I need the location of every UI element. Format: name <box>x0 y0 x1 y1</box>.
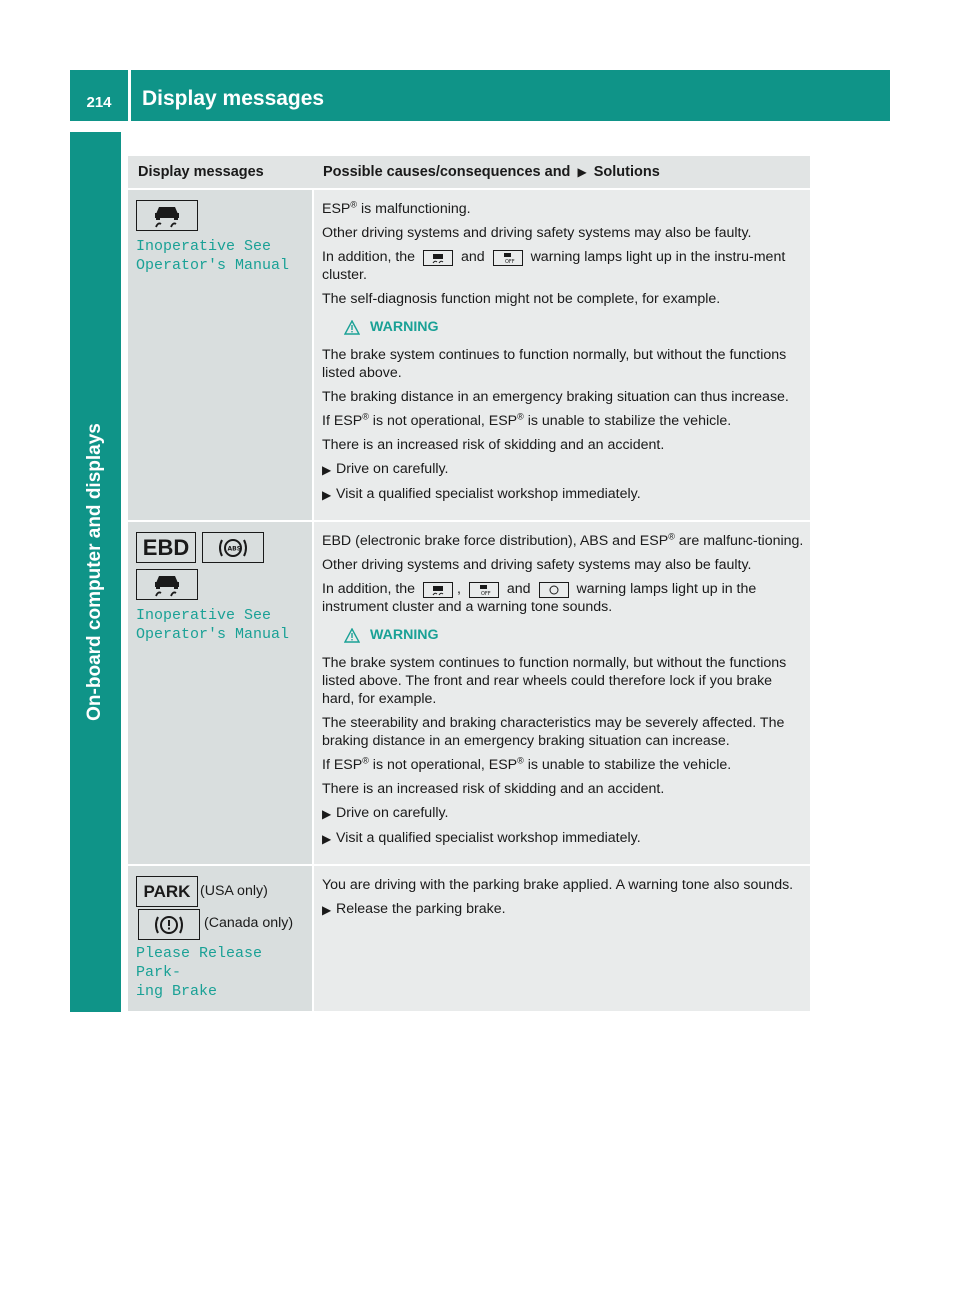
page-header <box>70 70 890 121</box>
display-cell <box>128 865 313 1012</box>
warning-triangle-icon <box>344 628 360 643</box>
esp-car-icon <box>136 200 198 231</box>
step-arrow-icon: ▶ <box>322 832 332 846</box>
display-code-line: Inoperative See <box>136 607 272 624</box>
cause-text: In addition, the and OFF warning lamps light up in the instru-ment cluster. <box>322 249 786 283</box>
cause-text: The self-diagnosis function might not be complete, for example. <box>322 291 721 307</box>
abs-icon <box>539 582 569 598</box>
page-title: Display messages <box>142 87 325 110</box>
esp-car-icon <box>136 569 198 600</box>
cause-text: In addition, the , OFF and warning lamps light up in the instrument cluster and a warning tone sounds. <box>322 581 757 615</box>
usa-note: (USA only) <box>200 883 268 900</box>
page-number: 214 <box>86 94 112 111</box>
step-arrow-icon: ▶ <box>322 807 332 821</box>
display-code-line: Operator's Manual <box>136 257 290 274</box>
svg-text:ABS: ABS <box>227 545 242 552</box>
col-header-causes-text: Possible causes/consequences and <box>323 164 571 180</box>
warning-text: If ESP® is not operational, ESP® is unable to stabilize the vehicle. <box>322 411 732 429</box>
display-code-line: Please Release Park- <box>136 945 263 981</box>
step-arrow-icon: ▶ <box>322 903 332 917</box>
causes-cell <box>313 189 810 521</box>
display-cell <box>128 189 313 521</box>
solution-step: ▶ Drive on carefully. <box>322 805 449 821</box>
display-cell <box>128 521 313 865</box>
cause-text: ESP® is malfunctioning. <box>322 199 471 217</box>
cause-text: Other driving systems and driving safety systems may also be faulty. <box>322 225 752 241</box>
cause-text: EBD (electronic brake force distribution), ABS and ESP® are malfunc-tioning. <box>322 531 804 549</box>
ebd-icon: EBD <box>136 532 196 563</box>
solution-step: ▶ Drive on carefully. <box>322 461 449 477</box>
display-code-line: Operator's Manual <box>136 626 290 643</box>
warning-text: There is an increased risk of skidding and an accident. <box>322 781 665 797</box>
table-header-row <box>128 156 810 189</box>
esp-car-icon <box>423 582 453 598</box>
display-code <box>136 237 306 275</box>
warning-text: The brake system continues to function normally, but without the functions listed above. <box>322 347 787 381</box>
esp-car-icon <box>423 250 453 266</box>
warning-text: The steerability and braking characteristics may be severely affected. The braking distance in an emergency braking situation can increase. <box>322 715 785 749</box>
solution-step: ▶ Visit a qualified specialist workshop immediately. <box>322 830 641 846</box>
display-code-line: ing Brake <box>136 983 218 1000</box>
abs-icon <box>202 532 264 563</box>
col-header-display-messages: Display messages <box>128 156 313 189</box>
step-arrow-icon: ▶ <box>322 488 332 502</box>
brake-warning-icon <box>138 909 200 940</box>
solution-step: ▶ Release the parking brake. <box>322 901 506 917</box>
side-tab <box>70 132 121 1012</box>
table-row <box>128 521 810 865</box>
header-divider <box>128 70 131 121</box>
esp-off-icon <box>469 582 499 598</box>
warning-heading: WARNING <box>344 318 804 336</box>
col-header-causes <box>313 156 810 189</box>
step-arrow-icon: ▶ <box>577 165 587 179</box>
col-header-solutions-text: Solutions <box>593 164 660 180</box>
step-arrow-icon: ▶ <box>322 463 332 477</box>
causes-cell <box>313 521 810 865</box>
warning-text: The brake system continues to function normally, but without the functions listed above. The front and rear wheels could therefore lock if you brake hard, for example. <box>322 655 787 707</box>
warning-triangle-icon <box>344 320 360 335</box>
display-messages-table <box>128 156 810 1013</box>
park-note <box>136 883 293 931</box>
display-code <box>136 944 306 1001</box>
warning-text: If ESP® is not operational, ESP® is unable to stabilize the vehicle. <box>322 755 732 773</box>
display-code-line: Inoperative See <box>136 238 272 255</box>
svg-text:OFF: OFF <box>504 259 515 264</box>
display-code <box>136 606 306 644</box>
cause-text: Other driving systems and driving safety systems may also be faulty. <box>322 557 752 573</box>
esp-off-icon <box>493 250 523 266</box>
park-icon: PARK <box>136 876 198 907</box>
warning-text: The braking distance in an emergency braking situation can thus increase. <box>322 389 789 405</box>
svg-text:OFF: OFF <box>480 591 491 596</box>
causes-cell <box>313 865 810 1012</box>
side-tab-label: On-board computer and displays <box>84 423 105 721</box>
canada-note: (Canada only) <box>204 915 294 932</box>
warning-heading: WARNING <box>344 626 804 644</box>
cause-text: You are driving with the parking brake applied. A warning tone also sounds. <box>322 877 794 893</box>
table-row <box>128 865 810 1012</box>
solution-step: ▶ Visit a qualified specialist workshop immediately. <box>322 486 641 502</box>
table-row <box>128 189 810 521</box>
warning-text: There is an increased risk of skidding and an accident. <box>322 437 665 453</box>
